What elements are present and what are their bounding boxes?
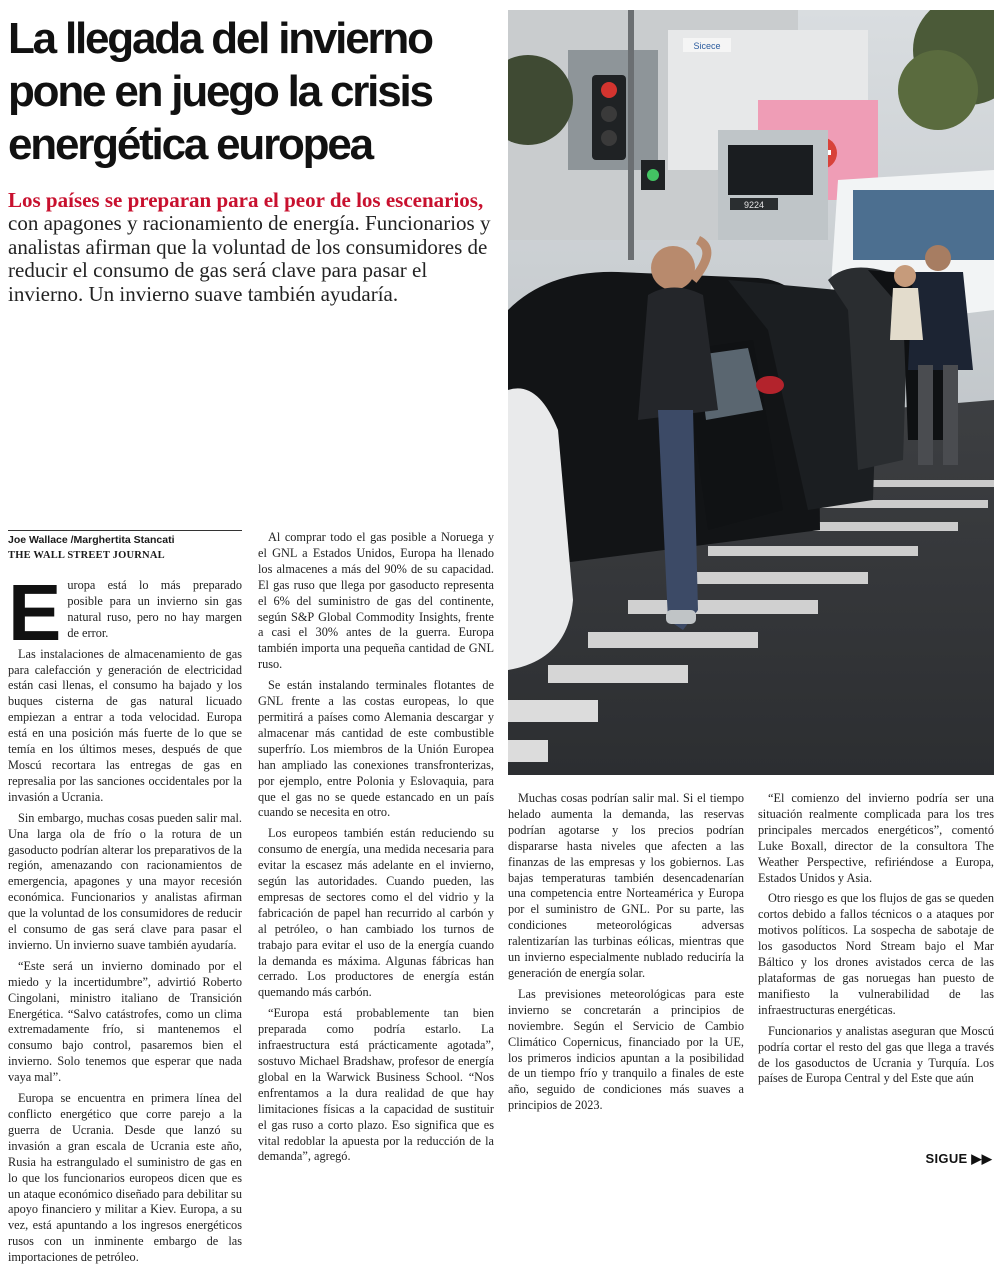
photo-queue-cars [508,10,994,775]
article-column-1 [8,568,242,1271]
paragraph: uropa está lo más preparado posible para un invierno sin gas natural ruso, pero no hay margen de error. [67,578,242,640]
paragraph: Las previsiones meteorológicas para este invierno se concretarán a principios de noviembre. Según el Servicio de Cambio Climático Copernicus, financiado por la UE, los primeros indicios apuntan a la posibilidad de un tiempo frío y tranquilo a finales de este año, seguido de condiciones más suaves a principios de 2023. [508,986,744,1113]
deck [8,189,503,306]
truck-number-text: 9224 [743,200,765,210]
paragraph: Funcionarios y analistas aseguran que Moscú podría cortar el resto del gas que llega a través de los gasoductos de Ucrania y Turquía. Los países de Europa Central y del Este que aún [758,1023,994,1086]
paragraph: Otro riesgo es que los flujos de gas se queden cortos debido a fallos técnicos o a ataques por motivos políticos. La sospecha de sabotaje de los gasoductos Nord Stream bajo el Mar Báltico y los drones avistados cerca de las plataformas de gas noruegas han puesto de manifiesto la vulnerabilidad de las infraestructuras energéticas. [758,891,994,1017]
building-sign-text: Sicece [693,41,721,51]
paragraph: “Este será un invierno dominado por el miedo y la incertidumbre”, advirtió Roberto Cingolani, ministro italiano de Transición Energética. “Salvo catástrofes, como un clima extremadamente frío, si mantenemos el consumo bajo control, pasaremos bien el invierno. Solo tenemos que esperar que nada vaya mal”. [8,958,242,1085]
paragraph: Europa se encuentra en primera línea del conflicto energético que corre parejo a la guerra de Ucrania. Desde que lanzó su invasión a gran escala de Ucrania este año, Rusia ha estrangulado el suministro de gas en lo que los funcionarios europeos dicen que es un ataque económico diseñado para debilitar su apoyo financiero y militar a Kiev. Europa, a su vez, está apuntando a los ingresos energéticos rusos con un inminente embargo de las importaciones de petróleo. [8,1091,242,1265]
continue-indicator: SIGUE ▶▶ [925,1151,992,1166]
article-column-3 [508,791,744,1119]
drop-cap: E [8,568,62,657]
paragraph: “El comienzo del invierno podría ser una situación realmente complicada para los tres principales mercados energéticos”, comentó Luke Boxall, director de la consultora The Weather Perspective, refiriéndose a Europa, Estados Unidos y Asia. [758,791,994,885]
paragraph: Los europeos también están reduciendo su consumo de energía, una medida necesaria para evitar la escasez más adelante en el invierno, según las autoridades. Cuando pueden, las empresas de sectores como el del vidrio y la fabricación de papel han recurrido al carbón y al petróleo, o han cambiado los turnos de trabajo para evitar el uso de la energía cuando la demanda es máxima. Algunas fábricas han cerrado. Los productores de energía están quemando más carbón. [258,826,494,1000]
paragraph: Se están instalando terminales flotantes de GNL frente a las costas europeas, lo que permitirá a países como Alemania descargar y almacenar más cantidad de este combustible superfrío. Los miembros de la Unión Europea han ampliado las conexiones transfronterizas, por ejemplo, entre Polonia y Eslovaquia, para que el gas no se quede estancado en un país cuando se necesita en otro. [258,678,494,820]
byline-publication: THE WALL STREET JOURNAL [8,550,165,561]
deck-lead: Los países se preparan para el peor de los escenarios, [8,188,484,212]
paragraph: Las instalaciones de almacenamiento de gas para calefacción y generación de electricidad están casi llenas, el consumo ha bajado y los buques cisterna de gas natural licuado empiezan a entrar a toda velocidad. Europa está en una posición más fuerte de lo que se temía en los últimos meses, después de que Moscú recortara las entregas de gas en represalia por las sanciones occidentales por la invasión a Ucrania. [8,646,242,804]
byline-authors: Joe Wallace /Marghertita Stancati [8,534,175,546]
paragraph: “Europa está probablemente tan bien preparada como podría estarlo. La infraestructura está prácticamente agotada”, sostuvo Michael Bradshaw, profesor de energía global en la Warwick Business School. “Nos enfrentamos a la dura realidad de que hay limitaciones físicas a la capacidad de sustituir el gas ruso a corto plazo. Eso significa que es vital redoblar la apuesta por la reducción de la demanda”, agregó. [258,1006,494,1164]
article-column-4 [758,791,994,1092]
photo-illustration [508,10,994,775]
headline: La llegada del invierno pone en juego la crisis energética europea [8,14,432,169]
deck-rest: con apagones y racionamiento de energía. Funcionarios y analistas afirman que la voluntad de los consumidores de reducir el consumo de gas será clave para pasar el invierno. Un invierno suave también ayudaría. [8,211,491,306]
byline [8,530,242,563]
paragraph: Muchas cosas podrían salir mal. Si el tiempo helado aumenta la demanda, las reservas podrían agotarse y los precios podrían dispararse hasta niveles que afecten a las finanzas de las empresas y los gobiernos. Las bajas temperaturas también desencadenarían una competencia entre Norteamérica y Europa por el suministro de GNL. Por su parte, las condiciones meteorológicas adversas ralentizarían las turbinas eólicas, mientras que un invierno especialmente nublado reduciría la generación de energía solar. [508,791,744,980]
paragraph: Al comprar todo el gas posible a Noruega y el GNL a Estados Unidos, Europa ha llenado los almacenes a más del 90% de su capacidad. El gas ruso que llega por gasoducto representa el 6% del suministro de gas del continente, según S&P Global Commodity Insights, frente a casi el 30% antes de la guerra. Europa también importa una pequeña cantidad de GNL ruso. [258,530,494,672]
article-column-2 [258,530,494,1170]
paragraph: Sin embargo, muchas cosas pueden salir mal. Una larga ola de frío o la rotura de un gasoducto podrían alterar los preparativos de la región, amenazando con racionamientos de emergencia, apagones y una mayor recesión económica. Funcionarios y analistas afirman que la voluntad de los consumidores de reducir el consumo de gas será clave para pasar el invierno. Un invierno suave también ayudaría. [8,810,242,952]
